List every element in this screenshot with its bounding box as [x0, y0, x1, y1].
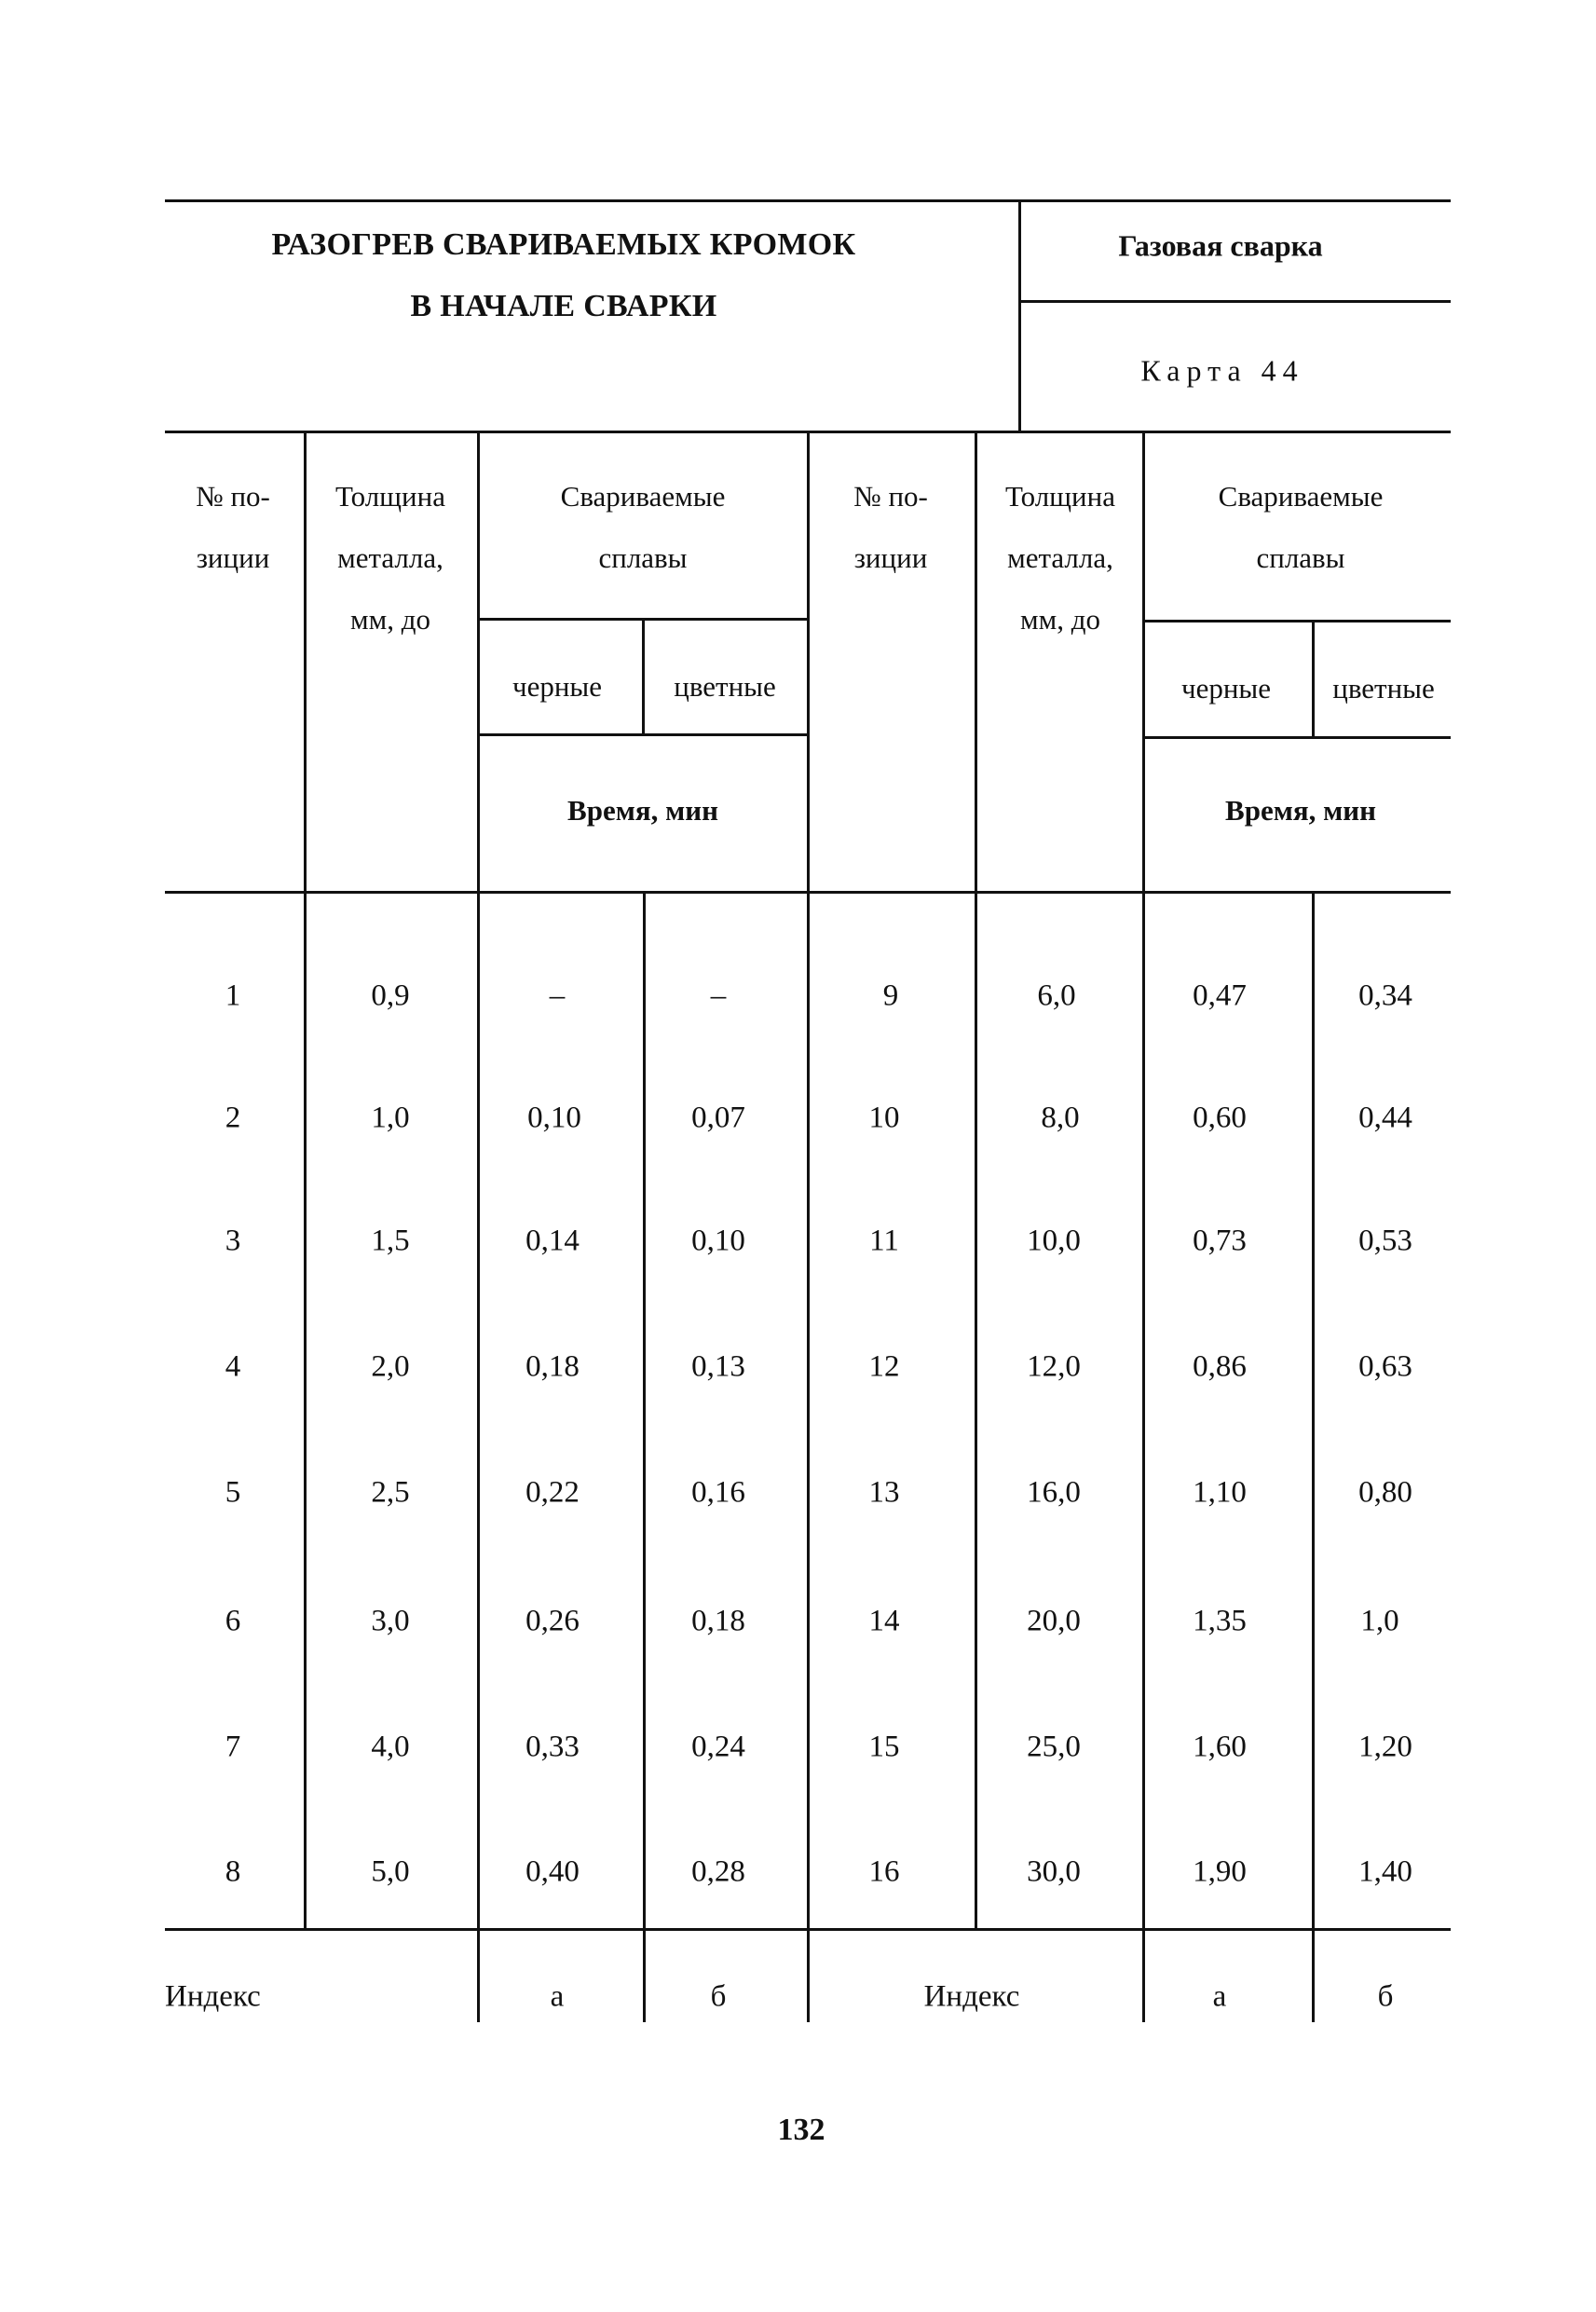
col-ferrous-header: черные: [512, 670, 603, 703]
rule-col-alloys-left: [477, 431, 480, 2022]
cell-pos: 8: [225, 1854, 241, 1889]
cell-ferrous: –: [549, 978, 566, 1013]
category-label: Газовая сварка: [1118, 228, 1323, 263]
col-thick-header: Толщина металла, мм, до: [335, 480, 445, 636]
cell-ferrous: 0,60: [1193, 1101, 1247, 1135]
cell-ferrous: 1,35: [1193, 1604, 1247, 1638]
cell-nonferrous: 1,20: [1358, 1730, 1412, 1764]
cell-thick: 6,0: [1037, 978, 1076, 1013]
cell-pos: 6: [225, 1604, 241, 1638]
col-alloys-header-right: Свариваемые сплавы: [1218, 480, 1384, 574]
col-time-header: Время, мин: [567, 794, 718, 827]
cell-ferrous: 0,18: [525, 1349, 580, 1384]
cell-nonferrous: –: [710, 978, 727, 1013]
cell-thick: 20,0: [1027, 1604, 1081, 1638]
rule-col-nonferrous-left-body: [643, 891, 646, 2022]
rule-col-nonferrous-right-body: [1312, 891, 1315, 2022]
cell-thick: 1,5: [371, 1224, 410, 1258]
rule-alloys-right: [1142, 620, 1451, 622]
cell-nonferrous: 0,63: [1358, 1349, 1412, 1384]
col-thick-header-right: Толщина металла, мм, до: [1005, 480, 1115, 636]
index-a-right: а: [1212, 1979, 1227, 2014]
cell-nonferrous: 0,18: [691, 1604, 745, 1638]
col-nonferrous-header: цветные: [674, 670, 776, 703]
cell-nonferrous: 0,16: [691, 1475, 745, 1510]
index-label-right: Индекс: [923, 1979, 1020, 2014]
card-number: Карта 44: [1140, 353, 1304, 388]
cell-ferrous: 0,47: [1193, 978, 1247, 1013]
cell-ferrous: 0,33: [525, 1730, 580, 1764]
cell-nonferrous: 0,44: [1358, 1101, 1412, 1135]
rule-col-pos-right: [807, 431, 810, 2022]
cell-nonferrous: 0,07: [691, 1101, 745, 1135]
cell-thick: 1,0: [371, 1101, 410, 1135]
cell-ferrous: 1,10: [1193, 1475, 1247, 1510]
cell-thick: 16,0: [1027, 1475, 1081, 1510]
cell-ferrous: 0,14: [525, 1224, 580, 1258]
cell-thick: 2,0: [371, 1349, 410, 1384]
cell-thick: 30,0: [1027, 1854, 1081, 1889]
cell-thick: 10,0: [1027, 1224, 1081, 1258]
cell-nonferrous: 0,28: [691, 1854, 745, 1889]
col-pos-header: № по- зиции: [196, 480, 270, 574]
cell-pos: 2: [225, 1101, 241, 1135]
cell-nonferrous: 0,53: [1358, 1224, 1412, 1258]
rule-col-thick-right: [975, 431, 977, 1930]
cell-nonferrous: 0,24: [691, 1730, 745, 1764]
cell-nonferrous: 1,40: [1358, 1854, 1412, 1889]
cell-thick: 4,0: [371, 1730, 410, 1764]
rule-col-thick-left: [304, 431, 307, 1930]
cell-pos: 15: [868, 1730, 900, 1764]
cell-nonferrous: 0,10: [691, 1224, 745, 1258]
cell-pos: 4: [225, 1349, 241, 1384]
cell-ferrous: 0,73: [1193, 1224, 1247, 1258]
cell-thick: 12,0: [1027, 1349, 1081, 1384]
rule-header-divider: [1018, 199, 1021, 431]
index-b: б: [710, 1979, 727, 2014]
cell-thick: 2,5: [371, 1475, 410, 1510]
cell-ferrous: 1,90: [1193, 1854, 1247, 1889]
cell-pos: 9: [882, 978, 899, 1013]
cell-pos: 13: [868, 1475, 900, 1510]
cell-pos: 10: [868, 1101, 900, 1135]
index-b-right: б: [1377, 1979, 1394, 2014]
cell-ferrous: 0,26: [525, 1604, 580, 1638]
rule-subhead-right: [1142, 736, 1451, 739]
cell-thick: 5,0: [371, 1854, 410, 1889]
rule-header-right: [1018, 300, 1451, 303]
cell-ferrous: 0,40: [525, 1854, 580, 1889]
index-a: а: [550, 1979, 565, 2014]
cell-pos: 7: [225, 1730, 241, 1764]
cell-ferrous: 0,86: [1193, 1349, 1247, 1384]
rule-col-nonferrous-right: [1312, 620, 1315, 736]
cell-nonferrous: 0,34: [1358, 978, 1412, 1013]
col-ferrous-header-right: черные: [1180, 672, 1272, 705]
cell-pos: 12: [868, 1349, 900, 1384]
col-time-header-right: Время, мин: [1225, 794, 1376, 827]
cell-pos: 1: [225, 978, 241, 1013]
page-number: 132: [777, 2113, 825, 2147]
title-line-1: РАЗОГРЕВ СВАРИВАЕМЫХ КРОМОК: [271, 227, 856, 262]
cell-thick: 0,9: [371, 978, 410, 1013]
cell-pos: 14: [868, 1604, 900, 1638]
cell-thick: 25,0: [1027, 1730, 1081, 1764]
cell-nonferrous: 0,13: [691, 1349, 745, 1384]
cell-nonferrous: 0,80: [1358, 1475, 1412, 1510]
cell-ferrous: 0,10: [527, 1101, 581, 1135]
cell-thick: 3,0: [371, 1604, 410, 1638]
cell-ferrous: 1,60: [1193, 1730, 1247, 1764]
cell-thick: 8,0: [1041, 1101, 1080, 1135]
cell-pos: 5: [225, 1475, 241, 1510]
col-alloys-header: Свариваемые сплавы: [560, 480, 726, 574]
rule-col-alloys-right: [1142, 431, 1145, 2022]
col-pos-header-right: № по- зиции: [853, 480, 928, 574]
cell-pos: 16: [868, 1854, 900, 1889]
cell-nonferrous: 1,0: [1360, 1604, 1399, 1638]
cell-pos: 3: [225, 1224, 241, 1258]
title-line-2: В НАЧАЛЕ СВАРКИ: [410, 289, 717, 323]
col-nonferrous-header-right: цветные: [1332, 672, 1435, 705]
rule-col-nonferrous-left: [642, 618, 645, 736]
rule-top: [165, 199, 1451, 202]
cell-pos: 11: [869, 1224, 899, 1258]
cell-ferrous: 0,22: [525, 1475, 580, 1510]
index-label: Индекс: [165, 1979, 261, 2014]
